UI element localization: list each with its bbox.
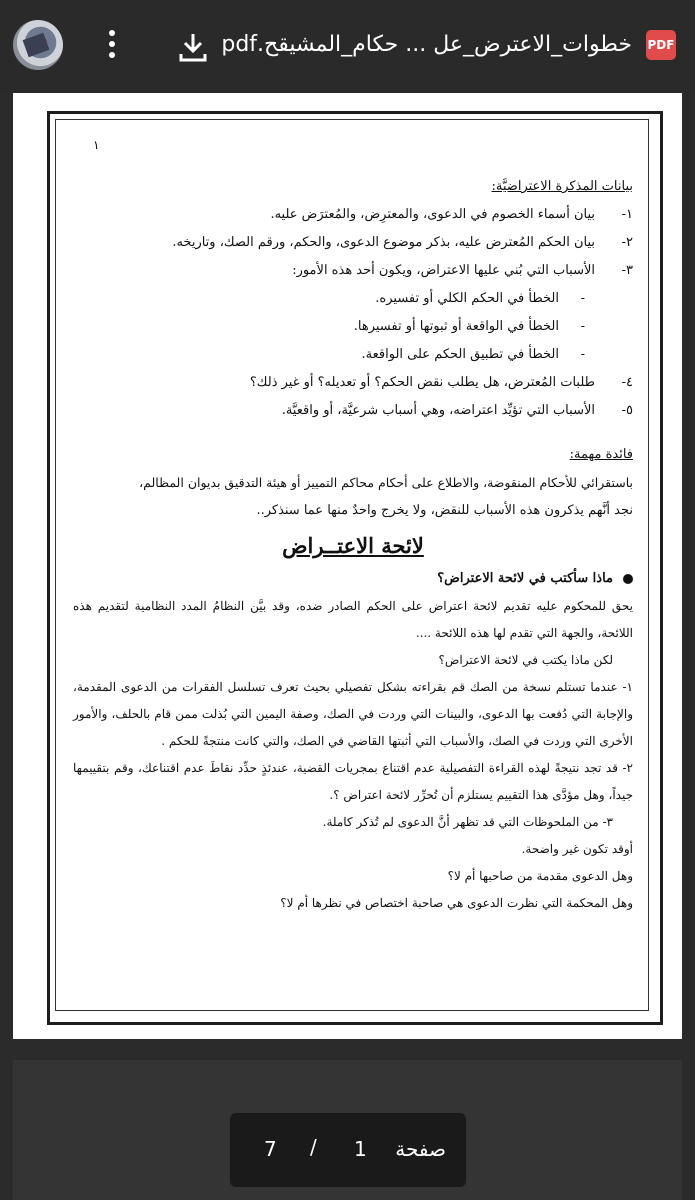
bullet-icon bbox=[623, 574, 633, 584]
current-page: 1 bbox=[354, 1137, 367, 1161]
sub-list-item: -الخطأ في الحكم الكلي أو تفسيره. bbox=[375, 291, 585, 306]
paragraph: يحق للمحكوم عليه تقديم لائحة اعتراض على الحكم الصادر ضده، وقد بيَّن النظامُ المدد النظامية لتقديم هذه اللائحة، والجهة التي تقدم لها هذه اللائحة .... bbox=[73, 599, 633, 640]
sub-list-item: -الخطأ في الواقعة أو ثبوتها أو تفسيرها. bbox=[353, 319, 585, 334]
pdf-page[interactable] bbox=[13, 93, 682, 1039]
total-pages: 7 bbox=[264, 1137, 277, 1161]
list-item: ٤-طلبات المُعترض، هل يطلب نقض الحكم؟ أو تعديله؟ أو غير ذلك؟ bbox=[249, 375, 633, 390]
avatar[interactable] bbox=[13, 20, 63, 70]
paragraph-line: وهل المحكمة التي نظرت الدعوى هي صاحبة اختصاص في نظرها أم لا؟ bbox=[280, 896, 633, 910]
more-vert-icon[interactable] bbox=[100, 30, 124, 62]
benefit-heading: فائدة مهمة: bbox=[569, 447, 633, 462]
page-marker: ١ bbox=[93, 138, 100, 152]
paragraph-line: أوقد تكون غير واضحة. bbox=[521, 842, 633, 856]
benefit-line: نجد أنَّهم يذكرون هذه الأسباب للنقض، ولا يخرج واحدٌ منها عما سنذكر.. bbox=[256, 503, 633, 518]
benefit-line: باستقرائي للأحكام المنقوضة، والاطلاع على أحكام محاكم التمييز أو هيئة التدقيق بديوان المظالم، bbox=[139, 475, 633, 490]
download-icon[interactable] bbox=[176, 30, 210, 64]
section-heading: بيانات المذكرة الاعتراضيَّة: bbox=[491, 179, 633, 194]
document-title: خطوات_الاعترض_عل ... حكام_المشيقح.pdf bbox=[221, 32, 632, 57]
sub-list-item: -الخطأ في تطبيق الحكم على الواقعة. bbox=[361, 347, 585, 362]
page-label: صفحة bbox=[395, 1137, 446, 1161]
page-indicator[interactable] bbox=[230, 1113, 466, 1187]
paragraph: ١- عندما تستلم نسخة من الصك قم بقراءته بشكل تفصيلي بحيث تعرف تسلسل الفقرات من الدعوى المقدمة، والإجابة التي دُفعت بها الدعوى، والبينات التي وردت في الصك، وصفة اليمين التي بُذلت ممن قام بالحلف، والأمور الأخرى التي وردت في الصك، والأسباب التي أثبتها القاضي في الصك، والتي كانت منتجةً للحكم . bbox=[73, 680, 633, 748]
paragraph-line: ٣- من الملحوظات التي قد تظهر أنَّ الدعوى لم تُذكر كاملة. bbox=[322, 815, 613, 829]
paragraph-line: وهل الدعوى مقدمة من صاحبها أم لا؟ bbox=[447, 869, 633, 883]
list-item: ٣-الأسباب التي بُني عليها الاعتراض، ويكون أحد هذه الأمور: bbox=[292, 263, 633, 278]
list-item: ٢-بيان الحكم المُعترض عليه، بذكر موضوع الدعوى، والحكم، ورقم الصك، وتاريخه. bbox=[172, 235, 633, 250]
list-item: ١-بيان أسماء الخصوم في الدعوى، والمعترِض، والمُعترَض عليه. bbox=[270, 207, 633, 222]
avatar-shape bbox=[23, 33, 50, 57]
question-heading: ماذا سأكتب في لائحة الاعتراض؟ bbox=[73, 565, 633, 593]
paragraph: ٢- قد تجد نتيجةً لهذه القراءة التفصيلية عدم اقتناع بمجريات القضية، عندئذٍ حدِّد نقاطَ عدم اقتناعك، وقم بتقييمها جيداً، وهل مؤدَّى هذا التقييم يستلزم أن تُحرِّر لائحة اعتراض ؟. bbox=[73, 761, 633, 802]
document-content bbox=[73, 131, 633, 981]
page-separator: / bbox=[310, 1135, 317, 1159]
app-bar bbox=[0, 0, 695, 92]
sub-question: لكن ماذا يكتب في لائحة الاعتراض؟ bbox=[438, 653, 613, 667]
list-item: ٥-الأسباب التي تؤيِّد اعتراضه، وهي أسباب شرعيَّة، أو واقعيَّة. bbox=[281, 403, 633, 418]
pdf-icon: PDF bbox=[646, 30, 676, 60]
main-title: لائحة الاعتــراض bbox=[282, 533, 424, 558]
